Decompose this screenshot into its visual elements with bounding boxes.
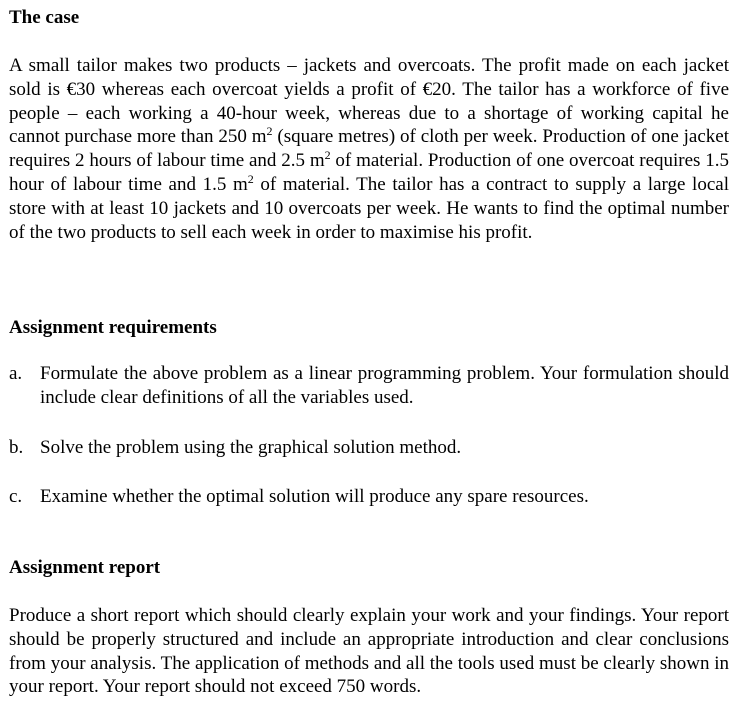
requirement-item-b	[9, 436, 729, 460]
requirement-item-c	[9, 485, 729, 509]
requirement-text: Examine whether the optimal solution will produce any spare resources.	[40, 486, 589, 508]
superscript-2: 2	[247, 171, 254, 186]
case-heading: The case	[9, 7, 80, 28]
report-heading: Assignment report	[9, 557, 161, 578]
requirement-item-a	[9, 362, 729, 410]
report-paragraph: Produce a short report which should clearly explain your work and your findings. Your report should be properly structured and include an appropriate introduction and clear conclusions from your analysis. The application of methods and all the tools used must be clearly shown in your report. Your report should not exceed 750 words.	[9, 605, 729, 698]
list-marker: a.	[9, 363, 23, 384]
requirements-list	[9, 362, 729, 509]
requirement-text: Solve the problem using the graphical solution method.	[40, 436, 462, 458]
case-paragraph	[9, 54, 729, 244]
case-text-part-2: (square metres) of cloth per week. Production of one jacket requires 2 hours of labour time and 2.5 m	[9, 126, 729, 172]
case-text-part-3: of material. Production of one overcoat requires 1.5 hour of labour time and 1.5 m	[9, 150, 730, 195]
superscript-2: 2	[324, 148, 331, 163]
requirement-text: Formulate the above problem as a linear programming problem. Your formulation should include clear definitions of all the variables used.	[40, 363, 729, 408]
case-text-part-1: A small tailor makes two products – jackets and overcoats. The profit made on each jacket sold is €30 whereas each overcoat yields a profit of €20. The tailor has a workforce of five people – each working a 40-hour week, whereas due to a shortage of working capital he cannot purchase more than 250 m	[9, 55, 729, 148]
list-marker: c.	[9, 486, 23, 508]
superscript-2: 2	[266, 124, 273, 139]
requirements-heading: Assignment requirements	[9, 317, 217, 338]
list-marker: b.	[9, 436, 24, 458]
case-text-part-4: of material. The tailor has a contract to supply a large local store with at least 10 jackets and 10 overcoats per week. He wants to find the optimal number of the two products to sell each week in order to maximise his profit.	[9, 173, 729, 243]
